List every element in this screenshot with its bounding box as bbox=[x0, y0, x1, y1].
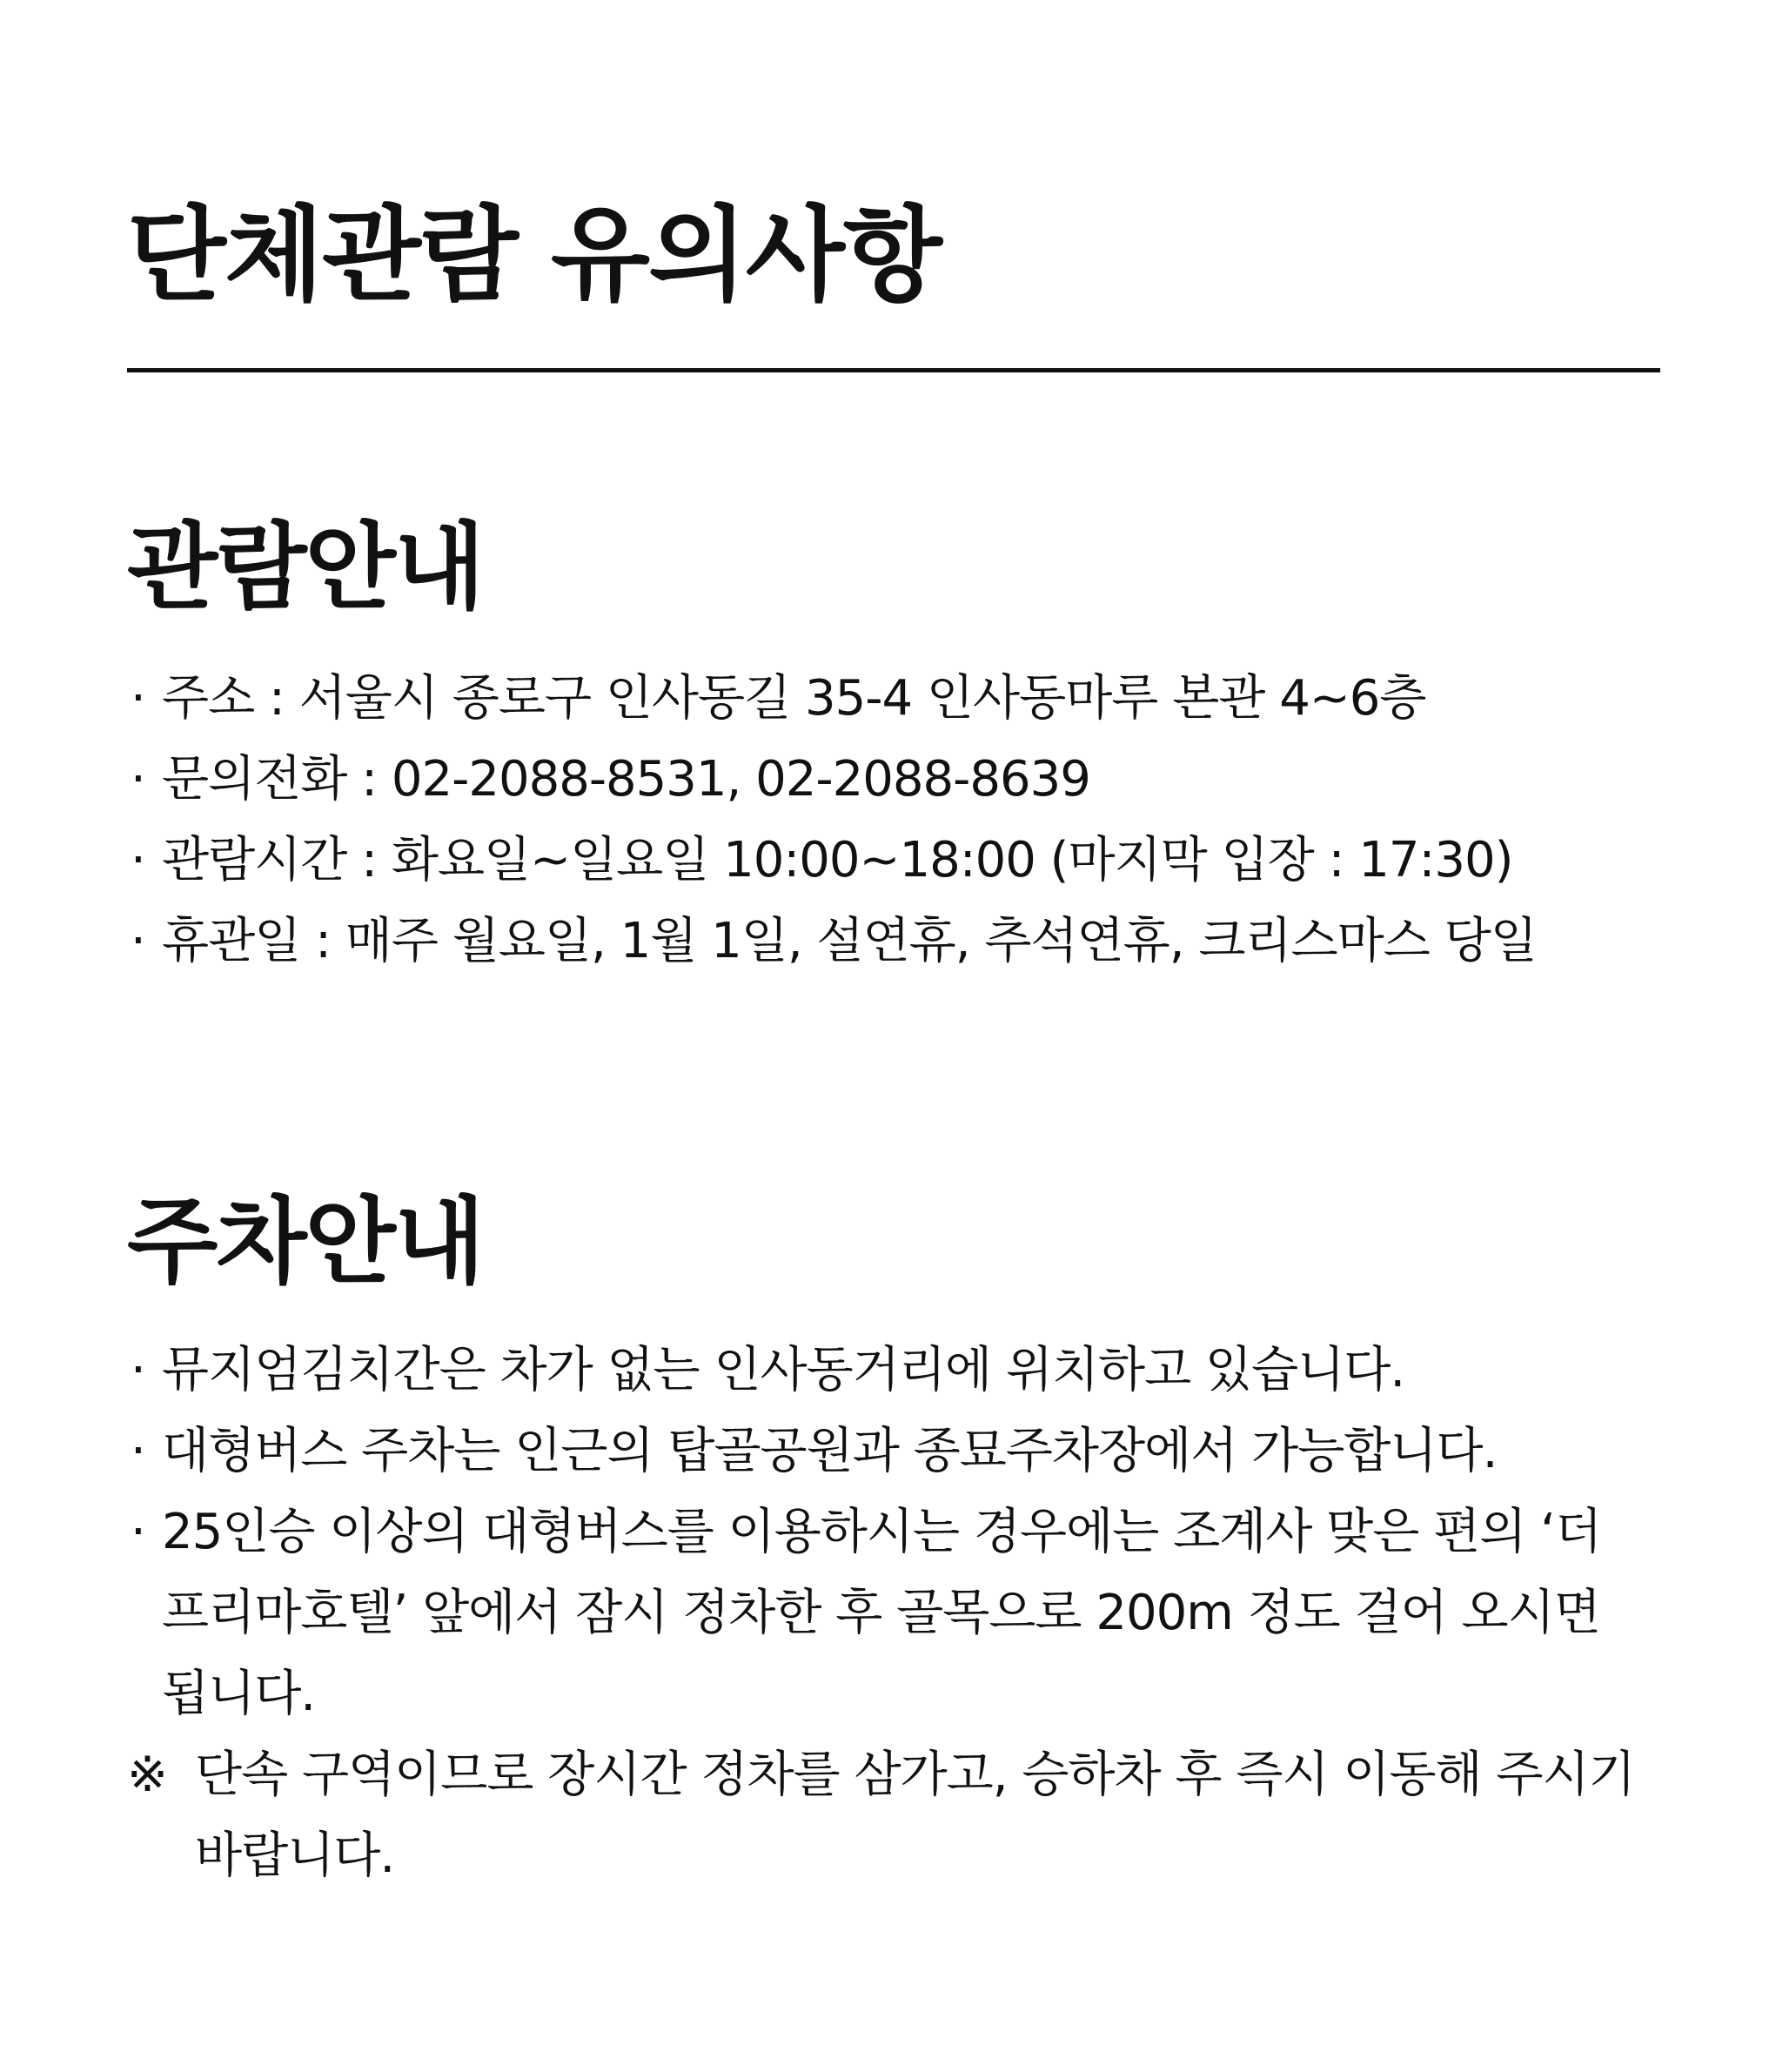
list-item-text: 주소 : 서울시 종로구 인사동길 35-4 인사동마루 본관 4~6층 bbox=[162, 670, 1426, 727]
list-item-text: 뮤지엄김치간은 차가 없는 인사동거리에 위치하고 있습니다. bbox=[162, 1342, 1405, 1398]
bullet-mark: · bbox=[131, 670, 145, 727]
reference-mark: ※ bbox=[127, 1747, 167, 1803]
list-item-text: 대형버스 주차는 인근의 탑골공원과 종묘주차장에서 가능합니다. bbox=[162, 1423, 1498, 1479]
bullet-mark: · bbox=[131, 1423, 145, 1479]
list-item-phone bbox=[127, 739, 1660, 820]
notice-text: 단속 구역이므로 장시간 정차를 삼가고, 승하차 후 즉시 이동해 주시기 바랍니다. bbox=[195, 1747, 1635, 1884]
bullet-mark: · bbox=[131, 832, 145, 888]
list-item-bus-parking bbox=[127, 1411, 1660, 1492]
list-item-large-bus bbox=[127, 1492, 1641, 1734]
list-item-notice bbox=[127, 1734, 1639, 1896]
list-item-text: 휴관일 : 매주 월요일, 1월 1일, 설연휴, 추석연휴, 크리스마스 당일 bbox=[162, 913, 1537, 969]
parking-info-list bbox=[127, 1330, 1660, 1896]
bullet-mark: · bbox=[131, 1342, 145, 1398]
visit-info-list bbox=[127, 658, 1660, 982]
list-item-text: 문의전화 : 02-2088-8531, 02-2088-8639 bbox=[162, 751, 1090, 808]
bullet-mark: · bbox=[131, 1504, 145, 1560]
list-item-text: 관람시간 : 화요일~일요일 10:00~18:00 (마지막 입장 : 17:30) bbox=[162, 832, 1513, 888]
list-item-location bbox=[127, 1330, 1660, 1411]
title-divider bbox=[127, 368, 1660, 372]
page-title: 단체관람 유의사항 bbox=[127, 195, 941, 315]
list-item-text: 25인승 이상의 대형버스를 이용하시는 경우에는 조계사 맞은 편의 ‘더프리마호텔’ 앞에서 잠시 정차한 후 골목으로 200m 정도 걸어 오시면 됩니다. bbox=[162, 1504, 1602, 1722]
bullet-mark: · bbox=[131, 913, 145, 969]
list-item-closed-days bbox=[127, 901, 1660, 982]
section-title-parking-info: 주차안내 bbox=[127, 1188, 484, 1297]
section-title-visit-info: 관람안내 bbox=[127, 513, 484, 622]
list-item-address bbox=[127, 658, 1660, 739]
bullet-mark: · bbox=[131, 751, 145, 808]
list-item-hours bbox=[127, 820, 1660, 901]
